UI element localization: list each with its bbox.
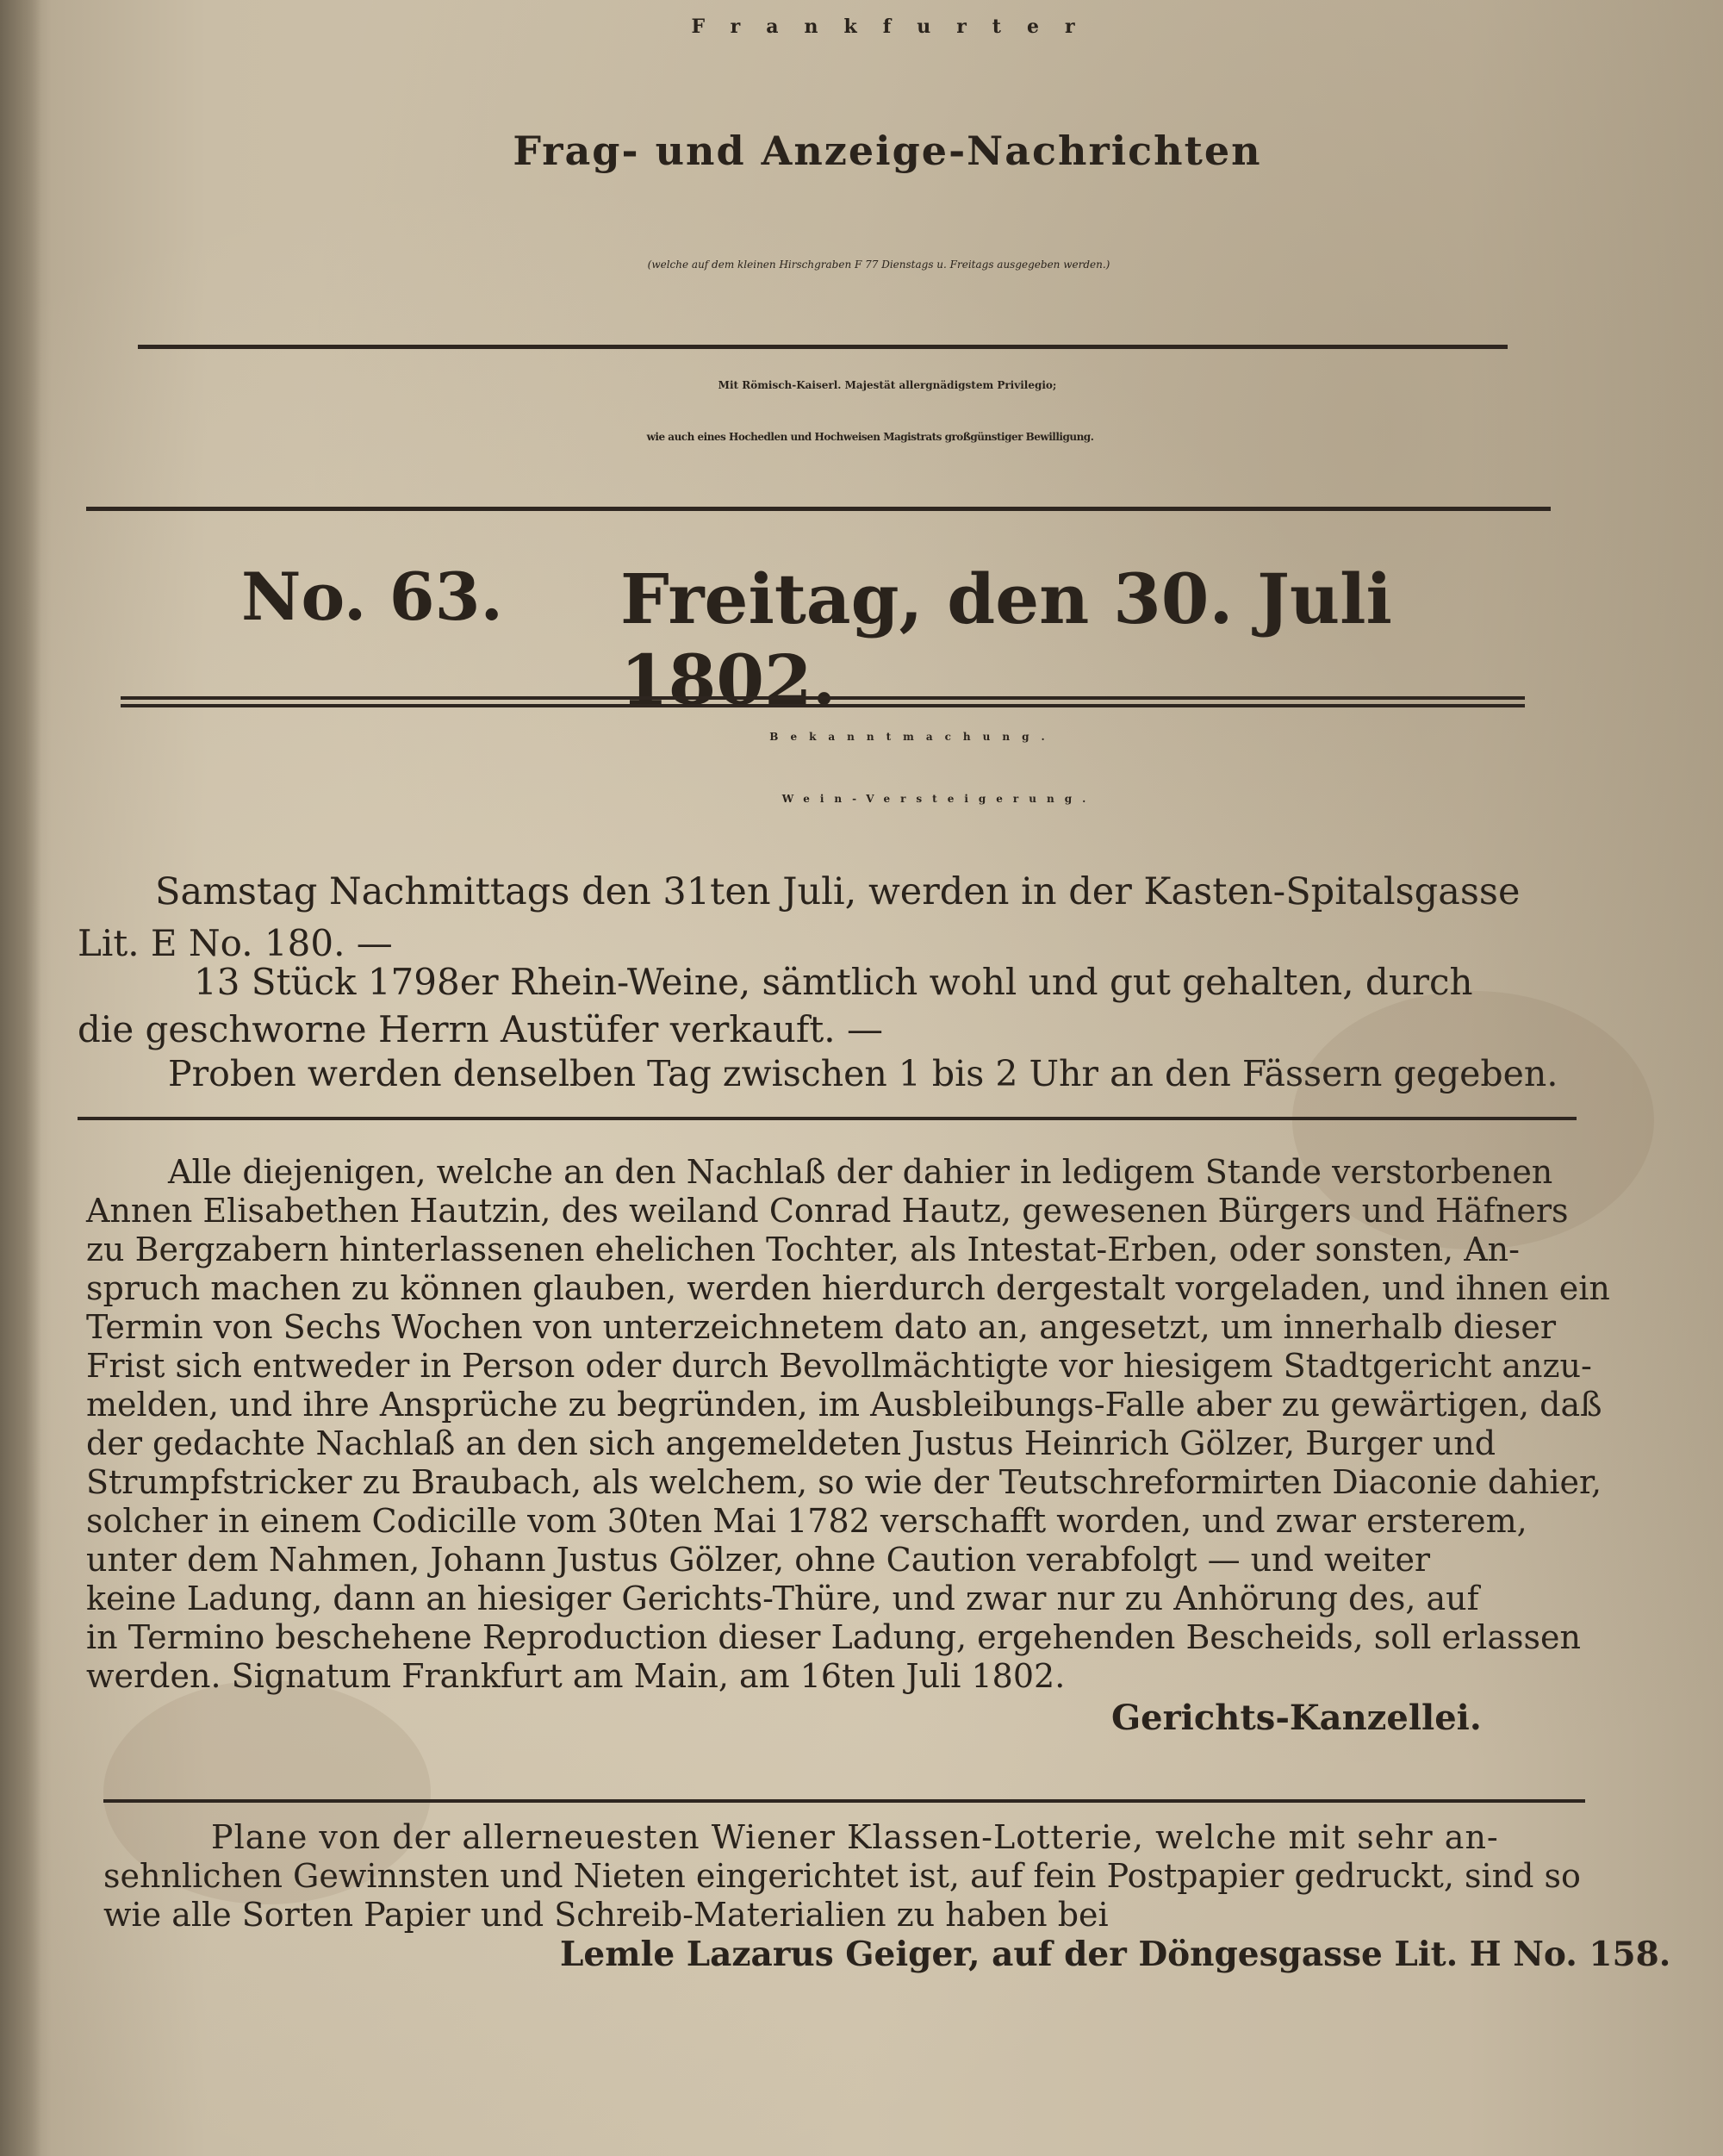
issue-line (241, 558, 1447, 720)
masthead-subtitle: (welche auf dem kleinen Hirschgraben F 77 Dienstags u. Freitags ausgegeben werden.) (647, 259, 1110, 271)
lottery-notice-line: Plane von der allerneuesten Wiener Klassen-Lotterie, welche mit sehr an- (211, 1818, 1499, 1856)
court-notice-line: in Termino beschehene Reproduction dieser Ladung, ergehenden Bescheids, soll erlassen (86, 1618, 1581, 1656)
announcement-line: Lit. E No. 180. — (78, 922, 393, 964)
announcement-line: 13 Stück 1798er Rhein-Weine, sämtlich wohl und gut gehalten, durch (194, 961, 1473, 1003)
court-notice-line: Alle diejenigen, welche an den Nachlaß der dahier in ledigem Stande verstorbenen (168, 1153, 1553, 1191)
lottery-notice-line: wie alle Sorten Papier und Schreib-Materialien zu haben bei (103, 1896, 1109, 1934)
court-notice-line: unter dem Nahmen, Johann Justus Gölzer, ohne Caution verabfolgt — und weiter (86, 1541, 1431, 1579)
lottery-notice-line: sehnlichen Gewinnsten und Nieten eingerichtet ist, auf fein Postpapier gedruckt, sind so (103, 1857, 1581, 1895)
masthead-divider (138, 345, 1508, 349)
masthead-title-line2: Frag- und Anzeige-Nachrichten (513, 128, 1262, 174)
issue-number: No. 63. (241, 558, 503, 635)
court-notice-divider (103, 1799, 1585, 1803)
court-notice-line: Annen Elisabethen Hautzin, des weiland Conrad Hautz, gewesenen Bürgers und Häfners (86, 1192, 1569, 1230)
court-notice-signature: Gerichts-Kanzellei. (1111, 1698, 1482, 1738)
court-notice-line: keine Ladung, dann an hiesiger Gerichts-Thüre, und zwar nur zu Anhörung des, auf (86, 1580, 1479, 1617)
court-notice-line: zu Bergzabern hinterlassenen ehelichen Tochter, als Intestat-Erben, oder sonsten, An- (86, 1231, 1520, 1268)
lottery-notice-signature: Lemle Lazarus Geiger, auf der Döngesgasse Lit. H No. 158. (560, 1935, 1671, 1974)
privilege-divider (86, 507, 1551, 511)
court-notice-line: der gedachte Nachlaß an den sich angemeldeten Justus Heinrich Gölzer, Burger und (86, 1424, 1496, 1462)
announcement-divider (78, 1117, 1577, 1120)
issue-divider (121, 696, 1525, 707)
announcement-line: die geschworne Herrn Austüfer verkauft. — (78, 1008, 884, 1050)
court-notice-line: Strumpfstricker zu Braubach, als welchem, so wie der Teutschreformirten Diaconie dahier, (86, 1463, 1602, 1501)
announcement-line: Proben werden denselben Tag zwischen 1 bis 2 Uhr an den Fässern gegeben. (168, 1053, 1558, 1094)
court-notice-line: Frist sich entweder in Person oder durch Bevollmächtigte vor hiesigem Stadtgericht anzu- (86, 1347, 1592, 1385)
privilege-line2: wie auch eines Hochedlen und Hochweisen Magistrats großgünstiger Bewilligung. (646, 431, 1094, 443)
court-notice-line: solcher in einem Codicille vom 30ten Mai 1782 verschafft worden, und zwar ersterem, (86, 1502, 1527, 1540)
masthead-title-line1: Frankfurter (691, 16, 1101, 38)
court-notice-line: melden, und ihre Ansprüche zu begründen, im Ausbleibungs-Falle aber zu gewärtigen, daß (86, 1386, 1602, 1424)
court-notice-line: werden. Signatum Frankfurt am Main, am 16ten Juli 1802. (86, 1657, 1066, 1695)
announcement-heading: Bekanntmachung. (769, 731, 1057, 743)
court-notice-line: Termin von Sechs Wochen von unterzeichnetem dato an, angesetzt, um innerhalb dieser (86, 1308, 1557, 1346)
announcement-line: Samstag Nachmittags den 31ten Juli, werden in der Kasten-Spitalsgasse (155, 870, 1521, 913)
page-spine-shadow (0, 0, 41, 2156)
issue-date: Freitag, den 30. Juli 1802. (620, 558, 1392, 720)
court-notice-line: spruch machen zu können glauben, werden hierdurch dergestalt vorgeladen, und ihnen ein (86, 1269, 1610, 1307)
announcement-subheading: Wein-Versteigerung. (781, 793, 1097, 805)
privilege-line1: Mit Römisch-Kaiserl. Majestät allergnädigstem Privilegio; (718, 379, 1057, 391)
